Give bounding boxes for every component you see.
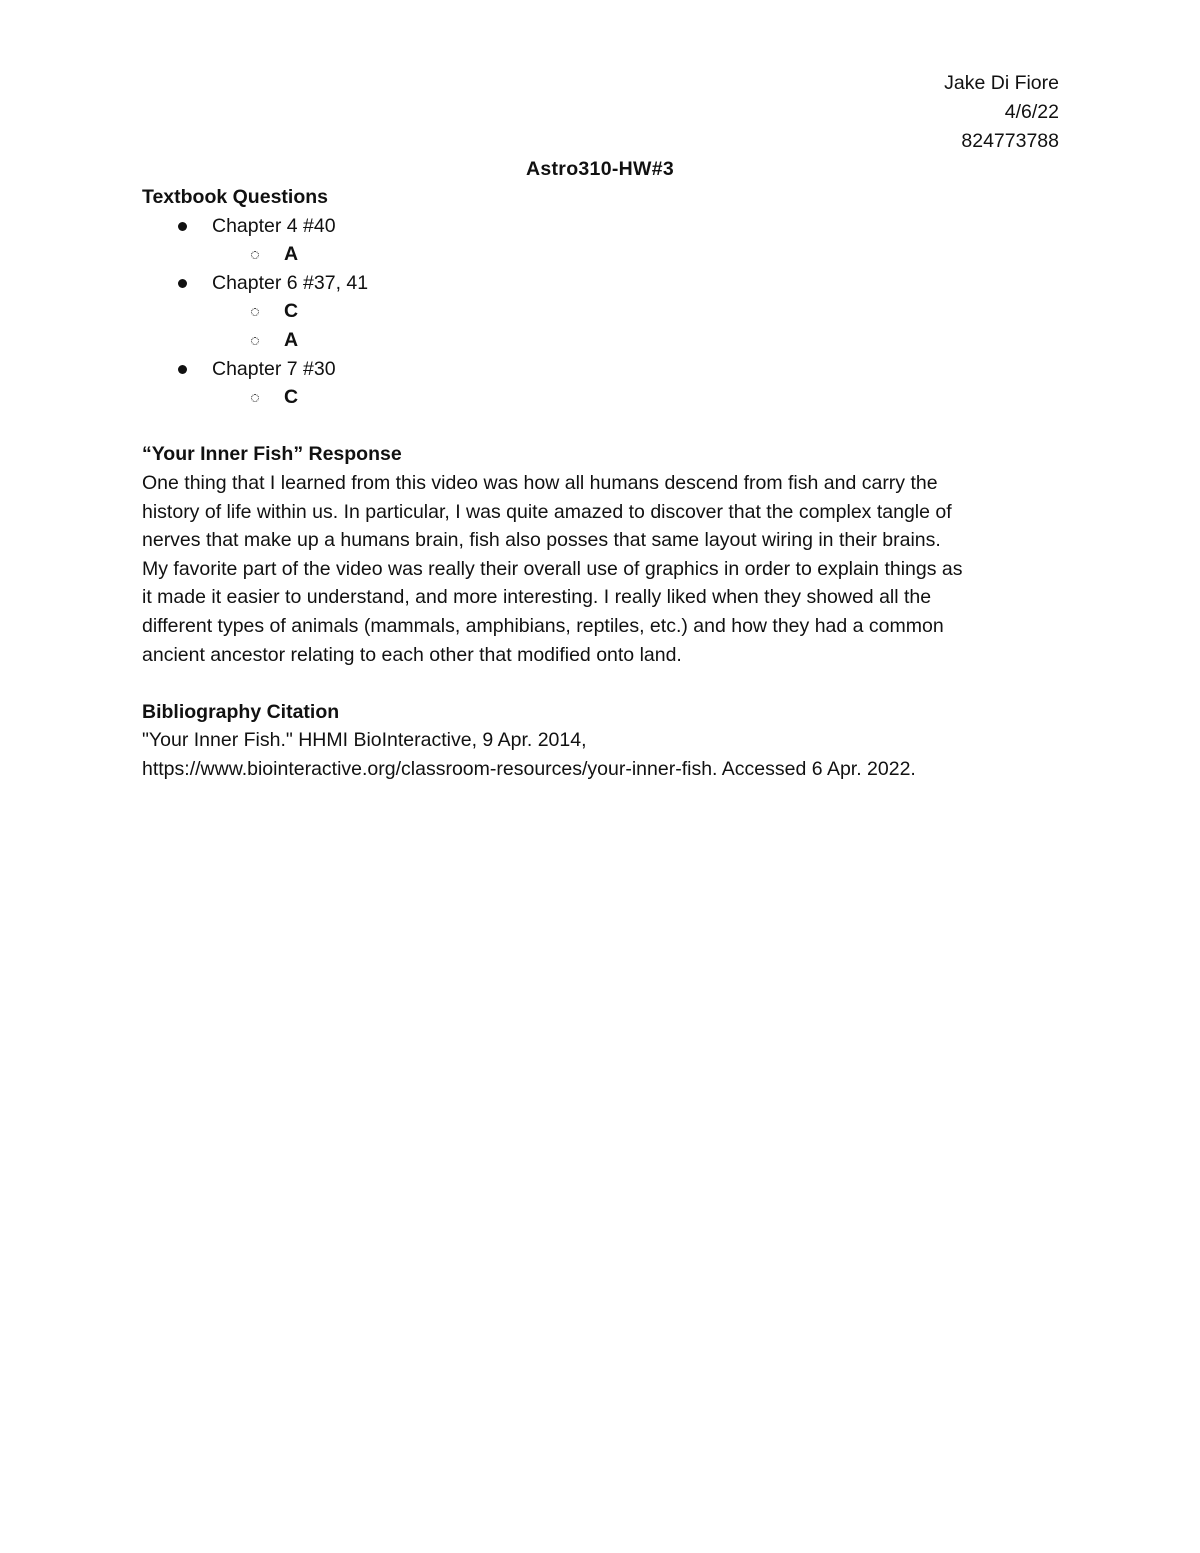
citation-line: "Your Inner Fish." HHMI BioInteractive, 9 Apr. 2014,	[142, 729, 587, 752]
bibliography-citation	[142, 726, 1062, 783]
chapter-list	[142, 212, 1062, 412]
answer-item	[212, 240, 1062, 269]
section-spacer	[142, 669, 1062, 698]
textbook-questions-heading: Textbook Questions	[142, 186, 328, 208]
bullet-circle-icon	[251, 308, 259, 316]
section-spacer	[142, 412, 1062, 441]
bibliography-heading: Bibliography Citation	[142, 700, 340, 723]
document-body	[142, 183, 1062, 783]
response-line: history of life within us. In particular, I was quite amazed to discover that the complex tangle of	[142, 500, 952, 523]
citation-url-line: https://www.biointeractive.org/classroom-resources/your-inner-fish. Accessed 6 Apr. 2022.	[142, 757, 916, 780]
response-line: it made it easier to understand, and more interesting. I really liked when they showed all the	[142, 586, 932, 609]
bullet-circle-icon	[251, 394, 259, 402]
answer-value: C	[284, 386, 299, 409]
chapter-label: Chapter 4 #40	[212, 214, 336, 237]
response-line: One thing that I learned from this video was how all humans descend from fish and carry the	[142, 471, 938, 494]
bullet-circle-icon	[251, 337, 259, 345]
author-header	[944, 69, 1059, 156]
response-line: nerves that make up a humans brain, fish also posses that same layout wiring in their brains.	[142, 529, 941, 552]
answer-value: A	[284, 328, 299, 351]
bullet-disc-icon	[178, 365, 187, 374]
header-date: 4/6/22	[1004, 101, 1059, 123]
response-line: different types of animals (mammals, amphibians, reptiles, etc.) and how they had a common	[142, 614, 944, 637]
chapter-item	[142, 355, 1062, 412]
answer-list	[212, 240, 1062, 269]
response-line: My favorite part of the video was really their overall use of graphics in order to explain things as	[142, 557, 963, 580]
answer-item	[212, 326, 1062, 355]
response-line: ancient ancestor relating to each other that modified onto land.	[142, 643, 682, 666]
document-title: Astro310-HW#3	[525, 158, 675, 180]
bullet-disc-icon	[178, 279, 187, 288]
chapter-label: Chapter 7 #30	[212, 357, 336, 380]
answer-value: A	[284, 243, 299, 266]
bullet-disc-icon	[178, 222, 187, 231]
answer-list	[212, 297, 1062, 354]
chapter-item	[142, 269, 1062, 355]
chapter-label: Chapter 6 #37, 41	[212, 271, 369, 294]
chapter-item	[142, 212, 1062, 269]
response-heading: “Your Inner Fish” Response	[142, 443, 402, 466]
answer-item	[212, 383, 1062, 412]
author-name: Jake Di Fiore	[944, 72, 1059, 94]
answer-item	[212, 297, 1062, 326]
answer-list	[212, 383, 1062, 412]
answer-value: C	[284, 300, 299, 323]
student-id: 824773788	[961, 130, 1059, 152]
response-paragraph	[142, 469, 1062, 669]
bullet-circle-icon	[251, 251, 259, 259]
